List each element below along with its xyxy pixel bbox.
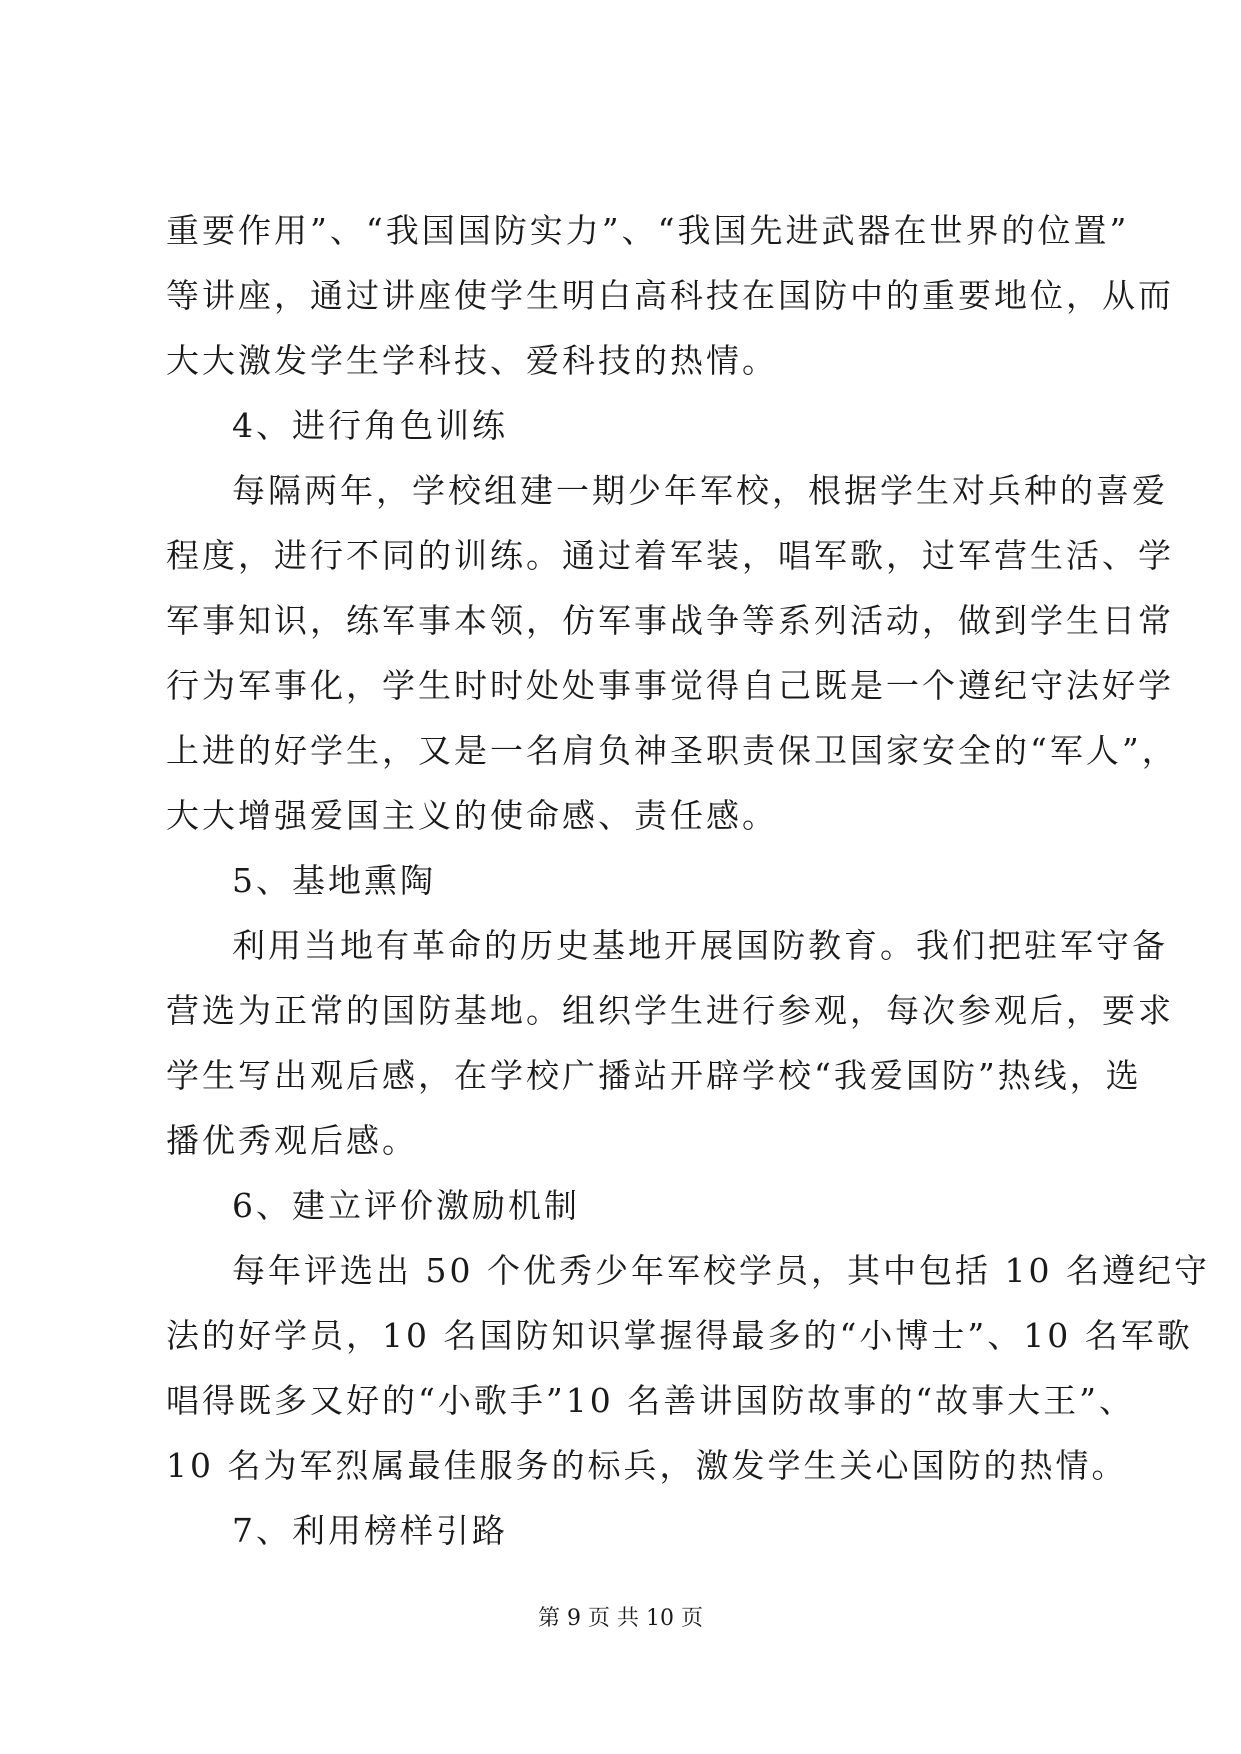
body-text-line: 行为军事化，学生时时处处事事觉得自己既是一个遵纪守法好学 [166, 666, 1174, 705]
body-text-line: 利用当地有革命的历史基地开展国防教育。我们把驻军守备 [232, 926, 1168, 965]
body-text-line: 唱得既多又好的“小歌手”10 名善讲国防故事的“故事大王”、 [166, 1381, 1135, 1420]
body-text-line: 营选为正常的国防基地。组织学生进行参观，每次参观后，要求 [166, 991, 1174, 1030]
body-text-line: 上进的好学生，又是一名肩负神圣职责保卫国家安全的“军人”， [166, 731, 1178, 770]
body-text-line: 每隔两年，学校组建一期少年军校，根据学生对兵种的喜爱 [232, 471, 1168, 510]
body-text-line: 程度，进行不同的训练。通过着军装，唱军歌，过军营生活、学 [166, 536, 1174, 575]
body-text-line: 等讲座，通过讲座使学生明白高科技在国防中的重要地位，从而 [166, 276, 1174, 315]
body-text-line: 每年评选出 50 个优秀少年军校学员，其中包括 10 名遵纪守 [232, 1251, 1210, 1290]
body-text-line: 重要作用”、“我国国防实力”、“我国先进武器在世界的位置” [166, 211, 1130, 250]
section-heading: 4、进行角色训练 [232, 406, 508, 445]
body-text-line: 10 名为军烈属最佳服务的标兵，激发学生关心国防的热情。 [166, 1446, 1128, 1485]
section-heading: 5、基地熏陶 [232, 861, 436, 900]
section-heading: 6、建立评价激励机制 [232, 1186, 580, 1225]
body-text-line: 大大激发学生学科技、爱科技的热情。 [166, 341, 778, 380]
body-text-line: 军事知识，练军事本领，仿军事战争等系列活动，做到学生日常 [166, 601, 1174, 640]
body-text-line: 法的好学员，10 名国防知识掌握得最多的“小博士”、10 名军歌 [166, 1316, 1193, 1355]
body-text-line: 大大增强爱国主义的使命感、责任感。 [166, 796, 778, 835]
document-body [166, 198, 1210, 1563]
body-text-line: 播优秀观后感。 [166, 1121, 418, 1160]
page-footer: 第 9 页 共 10 页 [538, 1606, 703, 1631]
section-heading: 7、利用榜样引路 [232, 1511, 508, 1550]
body-text-line: 学生写出观后感，在学校广播站开辟学校“我爱国防”热线，选 [166, 1056, 1142, 1095]
